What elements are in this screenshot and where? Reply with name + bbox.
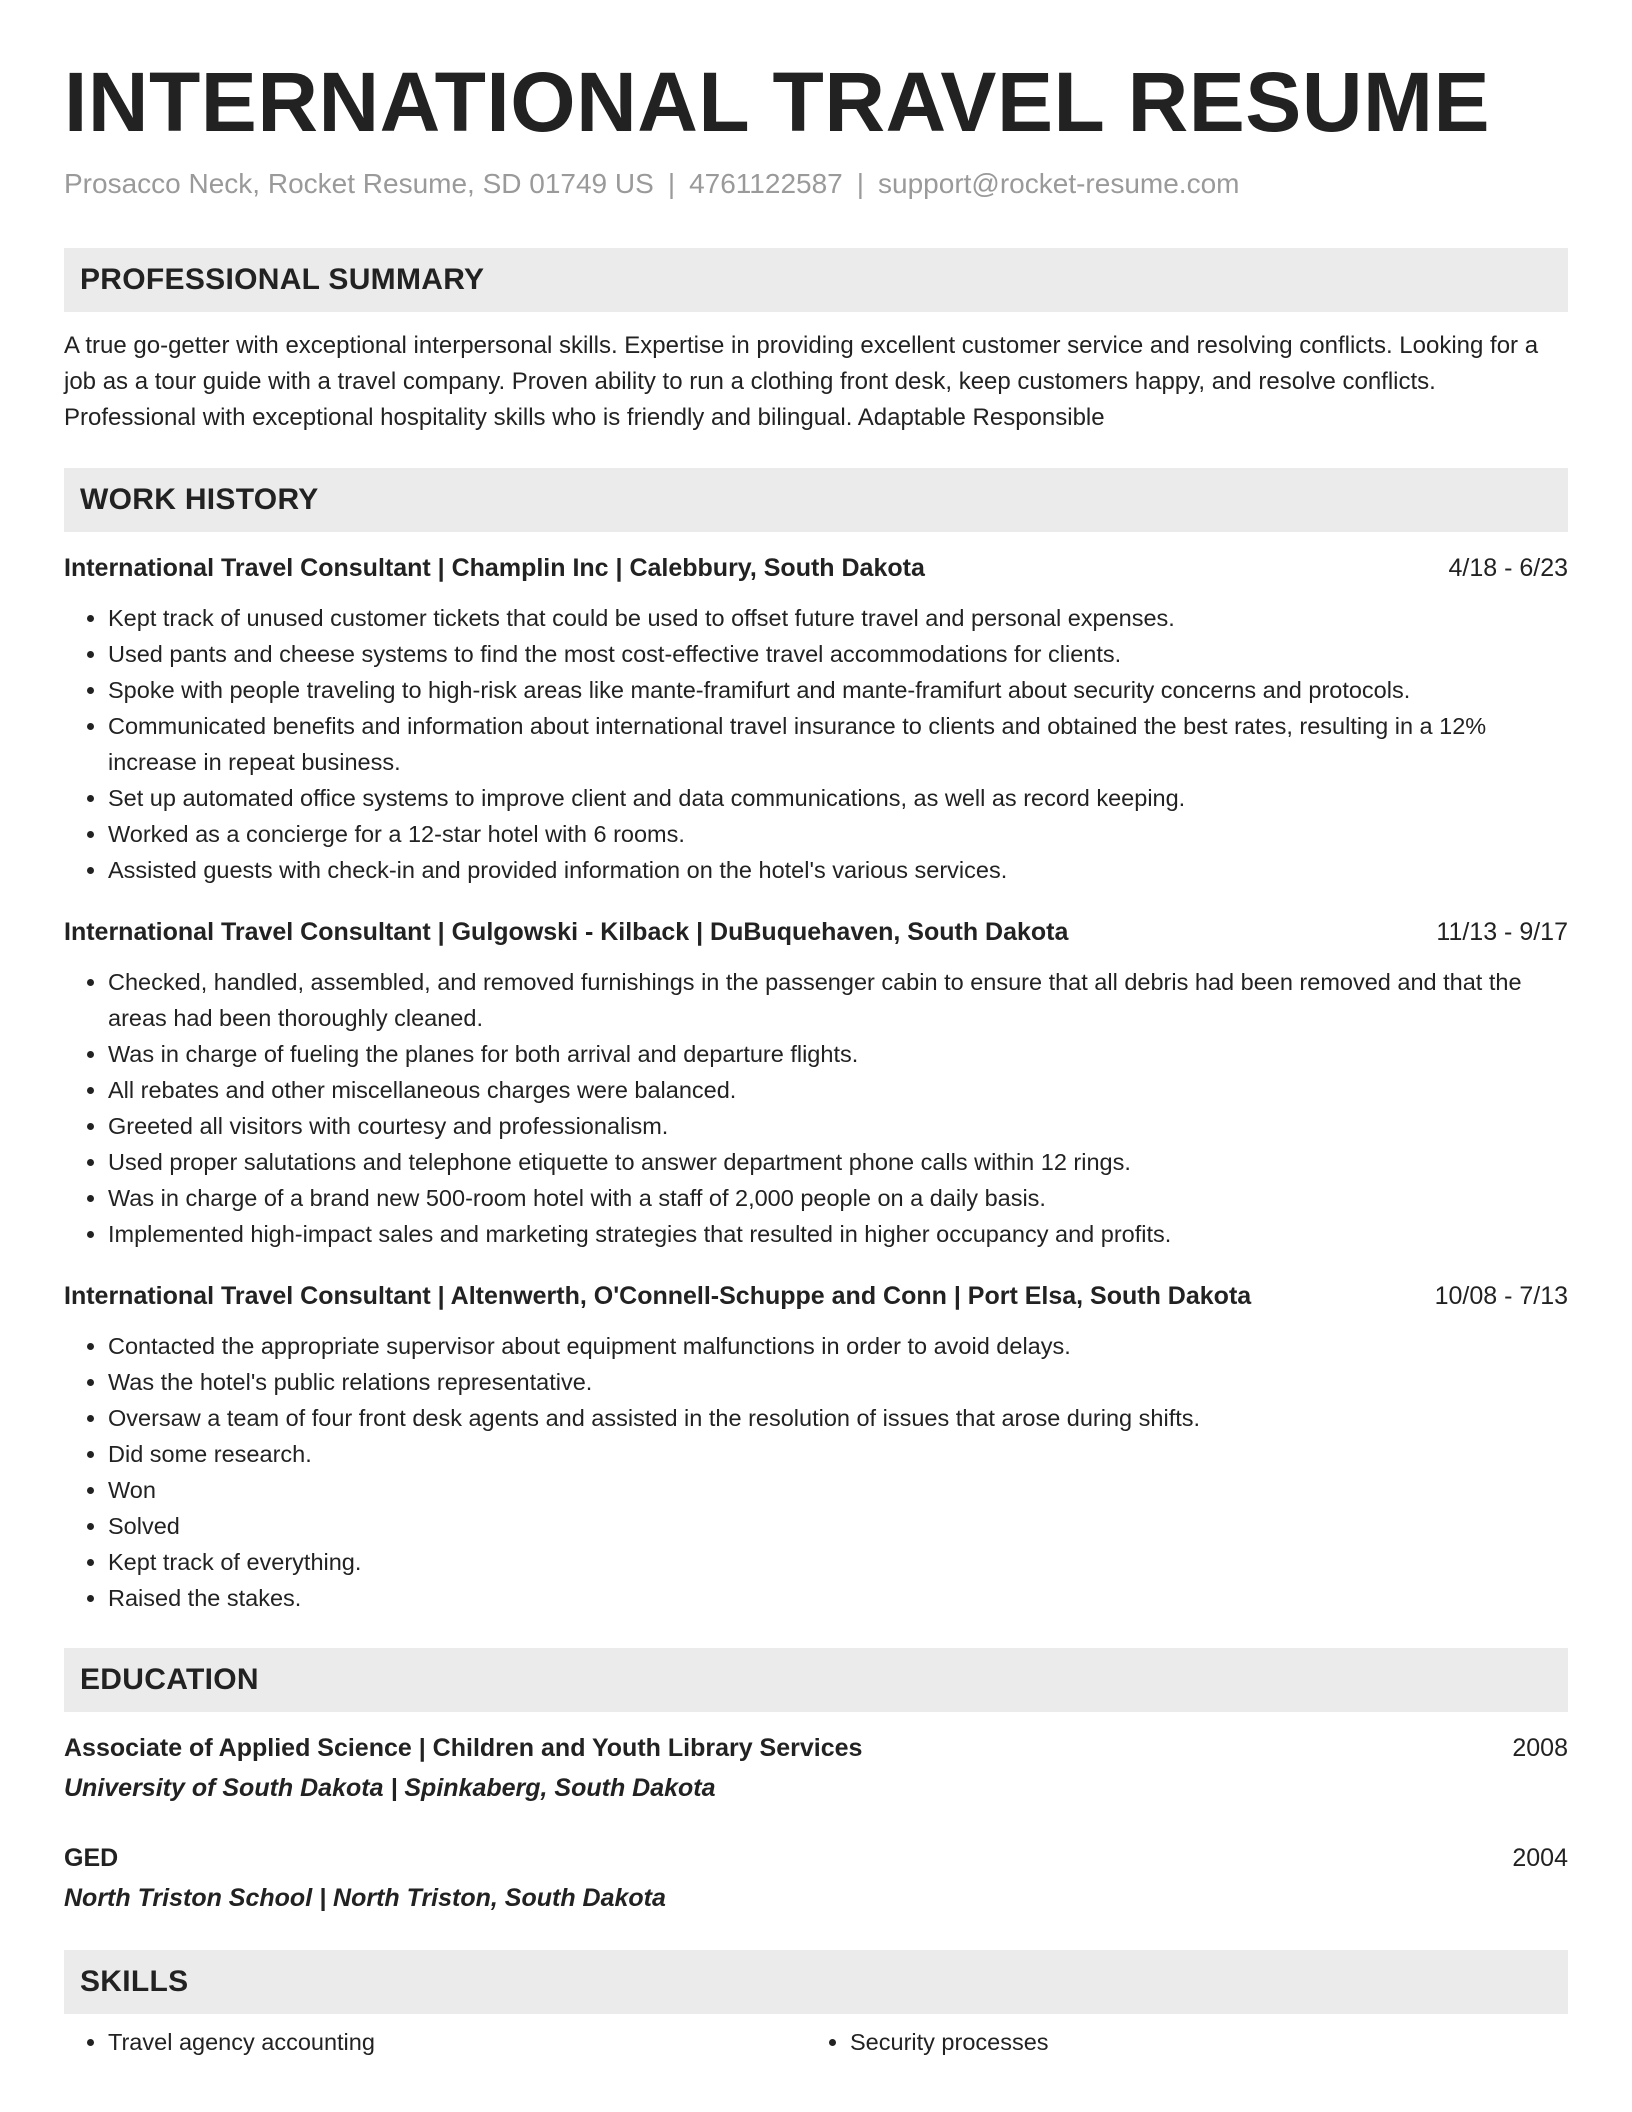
list-item: • Oversaw a team of four front desk agents and assisted in the resolution of issues that arose during shifts.	[108, 1400, 1568, 1436]
list-item: • Was in charge of a brand new 500-room hotel with a staff of 2,000 people on a daily basis.	[108, 1180, 1568, 1216]
job-entry	[64, 1278, 1568, 1616]
skills-column-right	[806, 2024, 1548, 2060]
work-history-section	[64, 468, 1568, 1616]
list-item: • Won	[108, 1472, 1568, 1508]
section-heading-skills: SKILLS	[64, 1950, 1568, 2014]
resume-title: INTERNATIONAL TRAVEL RESUME	[64, 55, 1490, 149]
list-item: • Travel agency accounting	[108, 2024, 806, 2060]
section-heading-summary: PROFESSIONAL SUMMARY	[64, 248, 1568, 312]
contact-email: support@rocket-resume.com	[878, 168, 1240, 199]
education-school: North Triston School | North Triston, South Dakota	[64, 1884, 666, 1912]
job-dates: 11/13 - 9/17	[1436, 918, 1568, 946]
list-item: • Contacted the appropriate supervisor about equipment malfunctions in order to avoid delays.	[108, 1328, 1568, 1364]
list-item: • Checked, handled, assembled, and removed furnishings in the passenger cabin to ensure that all debris had been removed and that the areas had been thoroughly cleaned.	[108, 964, 1568, 1036]
education-header	[64, 1730, 1568, 1766]
contact-separator: |	[667, 168, 676, 199]
education-degree: Associate of Applied Science | Children and Youth Library Services	[64, 1734, 863, 1762]
education-entry	[64, 1730, 1568, 1806]
job-title: International Travel Consultant | Gulgowski - Kilback | DuBuquehaven, South Dakota	[64, 918, 1069, 946]
section-heading-education: EDUCATION	[64, 1648, 1568, 1712]
list-item: • Communicated benefits and information about international travel insurance to clients and obtained the best rates, resulting in a 12% increase in repeat business.	[108, 708, 1568, 780]
education-degree: GED	[64, 1844, 119, 1872]
list-item: • Assisted guests with check-in and provided information on the hotel's various services.	[108, 852, 1568, 888]
education-entry	[64, 1840, 1568, 1916]
job-bullets	[64, 600, 1568, 888]
list-item: • Worked as a concierge for a 12-star hotel with 6 rooms.	[108, 816, 1568, 852]
contact-separator: |	[856, 168, 865, 199]
job-header	[64, 1278, 1568, 1314]
education-school: University of South Dakota | Spinkaberg, South Dakota	[64, 1774, 716, 1802]
education-year: 2008	[1512, 1734, 1568, 1762]
list-item: • Kept track of unused customer tickets that could be used to offset future travel and personal expenses.	[108, 600, 1568, 636]
list-item: • Greeted all visitors with courtesy and professionalism.	[108, 1108, 1568, 1144]
skills-list-right	[806, 2024, 1548, 2060]
summary-text: A true go-getter with exceptional interpersonal skills. Expertise in providing excellent customer service and resolving conflicts. Looking for a job as a tour guide with a travel company. Proven ability to run a clothing front desk, keep customers happy, and resolve conflicts. Professional with exceptional hospitality skills who is friendly and bilingual. Adaptable Responsible	[64, 332, 1539, 431]
education-section	[64, 1648, 1568, 1916]
list-item: • Set up automated office systems to improve client and data communications, as well as record keeping.	[108, 780, 1568, 816]
list-item: • All rebates and other miscellaneous charges were balanced.	[108, 1072, 1568, 1108]
skills-column-left	[64, 2024, 806, 2060]
job-entry	[64, 550, 1568, 888]
list-item: • Raised the stakes.	[108, 1580, 1568, 1616]
contact-line	[64, 164, 1568, 204]
section-heading-work-history: WORK HISTORY	[64, 468, 1568, 532]
job-title: International Travel Consultant | Champlin Inc | Calebbury, South Dakota	[64, 554, 925, 582]
job-header	[64, 550, 1568, 586]
list-item: • Was the hotel's public relations representative.	[108, 1364, 1568, 1400]
job-dates: 4/18 - 6/23	[1448, 554, 1568, 582]
job-dates: 10/08 - 7/13	[1434, 1282, 1568, 1310]
job-entry	[64, 914, 1568, 1252]
summary-section	[64, 248, 1568, 436]
job-header	[64, 914, 1568, 950]
list-item: • Solved	[108, 1508, 1568, 1544]
list-item: • Used pants and cheese systems to find the most cost-effective travel accommodations for clients.	[108, 636, 1568, 672]
list-item: • Security processes	[850, 2024, 1548, 2060]
list-item: • Spoke with people traveling to high-risk areas like mante-framifurt and mante-framifurt about security concerns and protocols.	[108, 672, 1568, 708]
contact-address: Prosacco Neck, Rocket Resume, SD 01749 US	[64, 168, 654, 199]
job-title: International Travel Consultant | Altenwerth, O'Connell-Schuppe and Conn | Port Elsa, South Dakota	[64, 1282, 1252, 1310]
skills-columns	[64, 2024, 1568, 2060]
education-year: 2004	[1512, 1844, 1568, 1872]
skills-section	[64, 1950, 1568, 2060]
job-bullets	[64, 964, 1568, 1252]
list-item: • Did some research.	[108, 1436, 1568, 1472]
list-item: • Kept track of everything.	[108, 1544, 1568, 1580]
education-header	[64, 1840, 1568, 1876]
contact-phone: 4761122587	[689, 168, 843, 199]
list-item: • Was in charge of fueling the planes for both arrival and departure flights.	[108, 1036, 1568, 1072]
job-bullets	[64, 1328, 1568, 1616]
skills-list-left	[64, 2024, 806, 2060]
list-item: • Implemented high-impact sales and marketing strategies that resulted in higher occupancy and profits.	[108, 1216, 1568, 1252]
list-item: • Used proper salutations and telephone etiquette to answer department phone calls within 12 rings.	[108, 1144, 1568, 1180]
